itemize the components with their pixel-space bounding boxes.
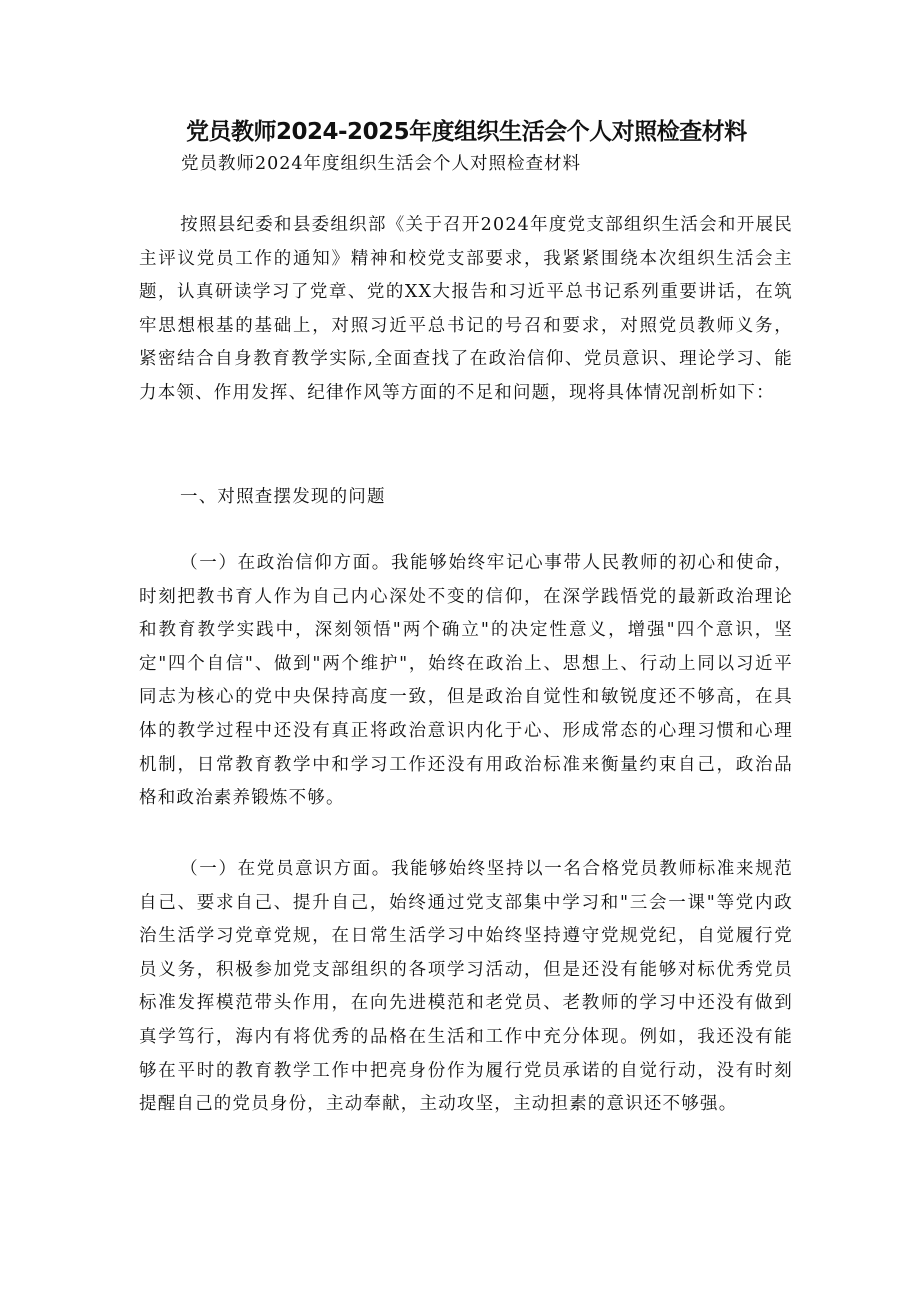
political-belief-paragraph: （一）在政治信仰方面。我能够始终牢记心事带人民教师的初心和使命，时刻把教书育人作为自己内心深处不变的信仰，在深学践悟党的最新政治理论和教育教学实践中，深刻领悟"两个确立"的决定性意义，增强"四个意识，坚定"四个自信"、做到"两个维护"，始终在政治上、思想上、行动上同以习近平同志为核心的党中央保持高度一致，但是政治自觉性和敏锐度还不够高，在具体的教学过程中还没有真正将政治意识内化于心、形成常态的心理习惯和心理机制，日常教育教学中和学习工作还没有用政治标准来衡量约束自己，政治品格和政治素养锻炼不够。 (139, 553, 793, 809)
document-title: 党员教师2024-2025年度组织生活会个人对照检查材料 (186, 119, 747, 145)
party-awareness-paragraph: （一）在党员意识方面。我能够始终坚持以一名合格党员教师标准来规范自己、要求自己、提升自己，始终通过党支部集中学习和"三会一课"等党内政治生活学习党章党规，在日常生活学习中始终坚持遵守党规党纪，自觉履行党员义务，积极参加党支部组织的各项学习活动，但是还没有能够对标优秀党员标准发挥模范带头作用，在向先进模范和老党员、老教师的学习中还没有做到真学笃行，海内有将优秀的品格在生活和工作中充分体现。例如，我还没有能够在平时的教育教学工作中把亮身份作为履行党员承诺的自觉行动，没有时刻提醒自己的党员身份，主动奉献，主动攻坚，主动担素的意识还不够强。 (139, 859, 793, 1115)
document-subtitle: 党员教师2024年度组织生活会个人对照检查材料 (181, 154, 582, 174)
section-heading: 一、对照查摆发现的问题 (180, 487, 386, 507)
intro-paragraph: 按照县纪委和县委组织部《关于召开2024年度党支部组织生活会和开展民主评议党员工作的通知》精神和校党支部要求，我紧紧围绕本次组织生活会主题，认真研读学习了党章、党的XX大报告和习近平总书记系列重要讲话，在筑牢思想根基的基础上，对照习近平总书记的号召和要求，对照党员教师义务，紧密结合自身教育教学实际,全面查找了在政治信仰、党员意识、理论学习、能力本领、作用发挥、纪律作风等方面的不足和问题，现将具体情况剖析如下： (139, 215, 793, 403)
